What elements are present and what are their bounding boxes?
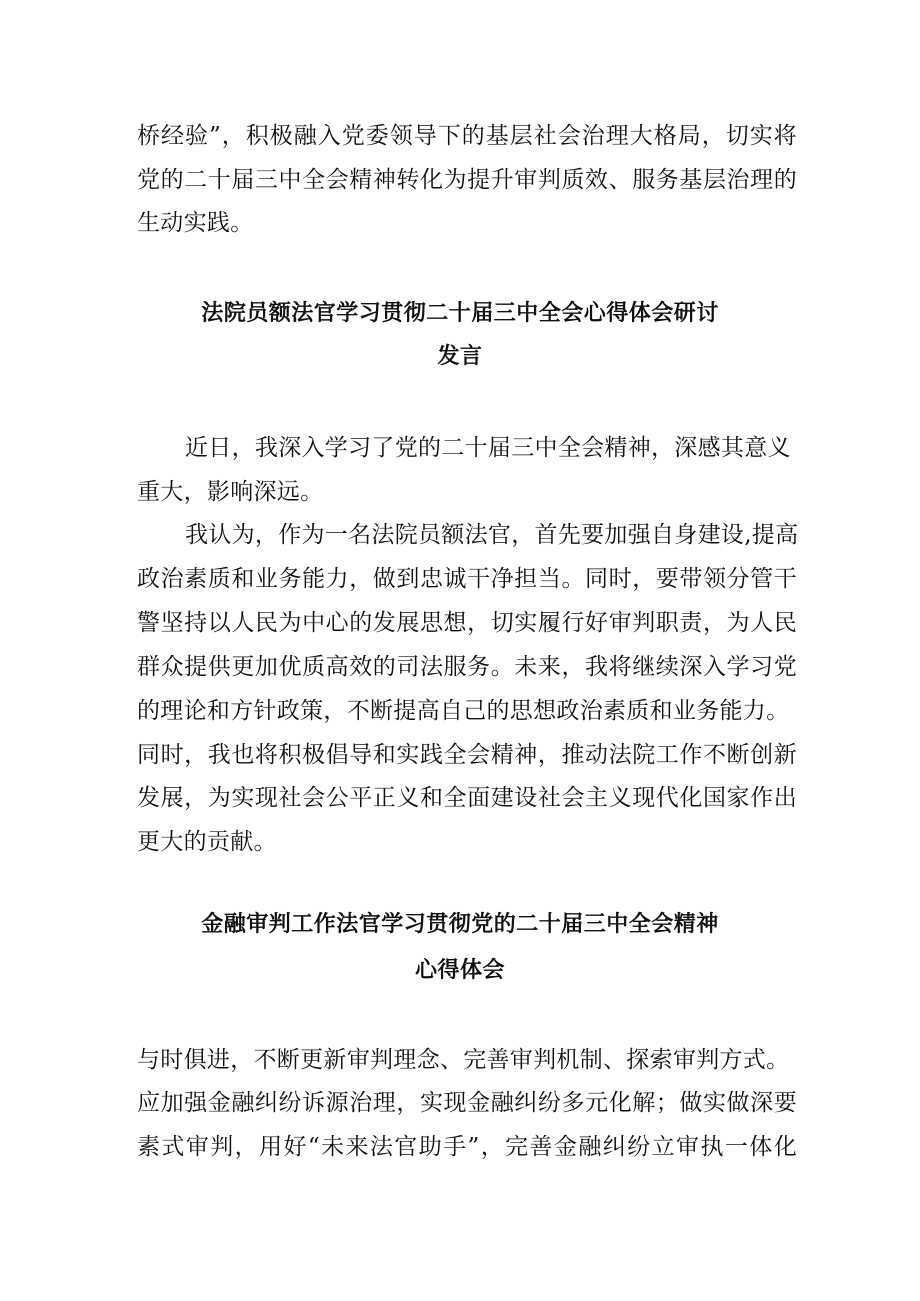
text-line: 警坚持以人民为中心的发展思想，切实履行好审判职责，为人民 — [137, 610, 797, 636]
text-line: 我认为，作为一名法院员额法官，首先要加强自身建设,提高 — [185, 522, 799, 548]
text-line: 同时，我也将积极倡导和实践全会精神，推动法院工作不断创新 — [137, 742, 797, 768]
text-line: 群众提供更加优质高效的司法服务。未来，我将继续深入学习党 — [137, 654, 797, 680]
text-line: 近日，我深入学习了党的二十届三中全会精神，深感其意义 — [185, 435, 791, 461]
text-line: 更大的贡献。 — [137, 829, 277, 855]
text-line: 政治素质和业务能力，做到忠诚干净担当。同时，要带领分管干 — [137, 566, 797, 592]
text-line: 素式审判，用好“未来法官助手”，完善金融纠纷立审执一体化 — [137, 1134, 797, 1160]
text-line: 党的二十届三中全会精神转化为提升审判质效、服务基层治理的 — [137, 167, 797, 193]
text-line: 生动实践。 — [137, 210, 254, 236]
text-line: 的理论和方针政策，不断提高自己的思想政治素质和业务能力。 — [137, 698, 790, 724]
text-line: 应加强金融纠纷诉源治理，实现金融纠纷多元化解；做实做深要 — [137, 1090, 797, 1116]
text-line: 发展，为实现社会公平正义和全面建设社会主义现代化国家作出 — [137, 785, 797, 811]
text-line: 与时俱进，不断更新审判理念、完善审判机制、探索审判方式。 — [137, 1047, 790, 1073]
section2-title-continued: 心得体会 — [414, 958, 505, 983]
section1-title: 法院员额法官学习贯彻二十届三中全会心得体会研讨 — [201, 301, 719, 326]
text-line: 重大，影响深远。 — [137, 479, 324, 505]
section1-title-continued: 发言 — [437, 344, 483, 369]
text-line: 桥经验”，积极融入党委领导下的基层社会治理大格局，切实将 — [137, 123, 797, 149]
section2-title: 金融审判工作法官学习贯彻党的二十届三中全会精神 — [201, 912, 719, 937]
